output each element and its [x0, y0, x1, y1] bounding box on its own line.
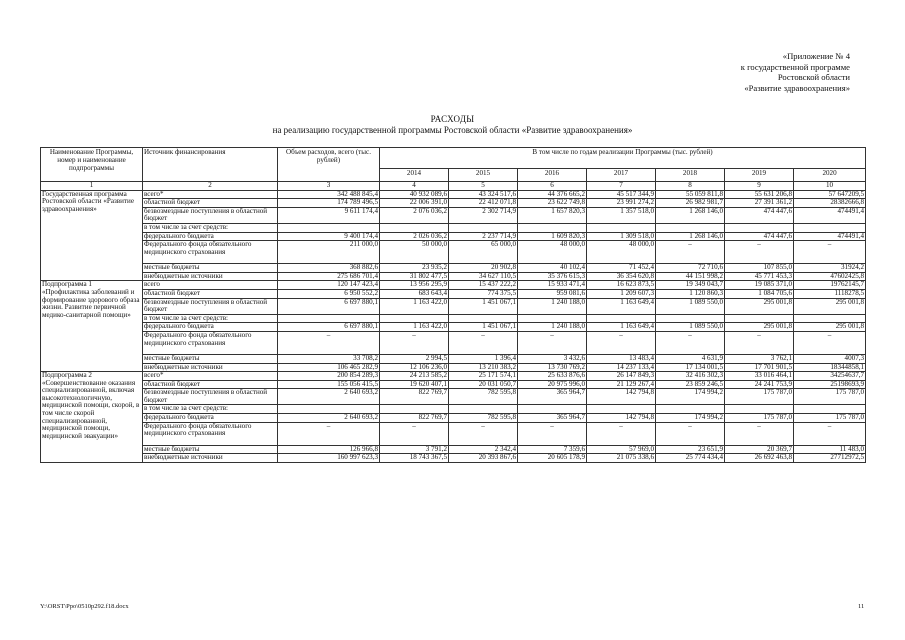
- column-number: 7: [587, 182, 656, 191]
- document-subtitle: на реализацию государственной программы Ростовской области «Развитие здравоохранения»: [272, 125, 633, 135]
- year-value-cell: 14 237 133,4: [587, 363, 656, 372]
- year-value-cell: 45 517 344,9: [587, 190, 656, 199]
- year-value-cell: 57 647209,5: [794, 190, 866, 199]
- year-value-cell: –: [794, 331, 866, 354]
- column-number: 9: [725, 182, 794, 191]
- year-value-cell: [725, 405, 794, 414]
- funding-source-cell: Федерального фонда обязательного медицинского страхования: [143, 241, 278, 264]
- year-value-cell: 4 631,9: [656, 354, 725, 363]
- year-value-cell: 1 451 067,1: [449, 323, 518, 332]
- year-value-cell: 1 451 067,1: [449, 298, 518, 314]
- funding-source-cell: Федерального фонда обязательного медицинского страхования: [143, 331, 278, 354]
- year-value-cell: 35 376 615,3: [518, 272, 587, 281]
- column-number: 10: [794, 182, 866, 191]
- year-value-cell: 13 483,4: [587, 354, 656, 363]
- table-row: [41, 331, 866, 354]
- program-name-cell: Подпрограмма 2 «Совершенствование оказания специализированной, включая высокотехнологичную, медицинской помощи, скорой, в том числе скорой специализированной, медицинской помощи, медицинской эвакуации»: [41, 372, 143, 463]
- year-value-cell: [449, 405, 518, 414]
- header-total: Объем расходов, всего (тыс. рублей): [278, 148, 380, 182]
- header-year: 2018: [656, 169, 725, 182]
- year-value-cell: [794, 314, 866, 323]
- year-value-cell: 1 309 518,0: [587, 232, 656, 241]
- funding-source-cell: местные бюджеты: [143, 354, 278, 363]
- year-value-cell: 175 787,0: [794, 414, 866, 423]
- year-value-cell: 1 396,4: [449, 354, 518, 363]
- year-value-cell: 17 701 901,5: [725, 363, 794, 372]
- year-value-cell: 26 147 849,3: [587, 372, 656, 381]
- year-value-cell: 15 437 222,2: [449, 281, 518, 290]
- document-title: РАСХОДЫ: [430, 114, 475, 124]
- funding-source-cell: в том числе за счет средств:: [143, 223, 278, 232]
- year-value-cell: 2 342,4: [449, 445, 518, 454]
- year-value-cell: 23 935,2: [380, 264, 449, 273]
- year-value-cell: 13 956 295,9: [380, 281, 449, 290]
- year-value-cell: 1 120 860,3: [656, 289, 725, 298]
- column-number: 6: [518, 182, 587, 191]
- total-value-cell: 33 708,2: [278, 354, 380, 363]
- table-row: [41, 199, 866, 208]
- funding-source-cell: Федерального фонда обязательного медицинского страхования: [143, 422, 278, 445]
- header-year: 2014: [380, 169, 449, 182]
- year-value-cell: 23 622 749,8: [518, 199, 587, 208]
- year-value-cell: –: [449, 331, 518, 354]
- year-value-cell: 4007,3: [794, 354, 866, 363]
- year-value-cell: 18 743 367,5: [380, 454, 449, 463]
- year-value-cell: [794, 223, 866, 232]
- year-value-cell: 34254637,7: [794, 372, 866, 381]
- year-value-cell: 65 000,0: [449, 241, 518, 264]
- year-value-cell: 474491,4: [794, 232, 866, 241]
- year-value-cell: 175 787,0: [725, 389, 794, 405]
- funding-source-cell: местные бюджеты: [143, 445, 278, 454]
- year-value-cell: 25198693,9: [794, 380, 866, 389]
- year-value-cell: 27 391 361,2: [725, 199, 794, 208]
- year-value-cell: –: [725, 241, 794, 264]
- year-value-cell: 774 375,5: [449, 289, 518, 298]
- table-row: [41, 264, 866, 273]
- year-value-cell: 1 163 649,4: [587, 323, 656, 332]
- header-name: Наименование Программы, номер и наименование подпрограммы: [41, 148, 143, 182]
- year-value-cell: 1 163 422,0: [380, 298, 449, 314]
- year-value-cell: –: [380, 331, 449, 354]
- funding-source-cell: местные бюджеты: [143, 264, 278, 273]
- year-value-cell: 1 609 820,3: [518, 232, 587, 241]
- year-value-cell: 107 855,0: [725, 264, 794, 273]
- year-value-cell: 20 031 050,7: [449, 380, 518, 389]
- table-row: [41, 232, 866, 241]
- year-value-cell: 25 171 574,1: [449, 372, 518, 381]
- table-row: [41, 241, 866, 264]
- year-value-cell: 25 774 434,4: [656, 454, 725, 463]
- year-value-cell: 47602425,8: [794, 272, 866, 281]
- total-value-cell: –: [278, 331, 380, 354]
- year-value-cell: 822 769,7: [380, 414, 449, 423]
- total-value-cell: 9 400 174,4: [278, 232, 380, 241]
- header-year: 2016: [518, 169, 587, 182]
- year-value-cell: 71 452,4: [587, 264, 656, 273]
- year-value-cell: –: [656, 422, 725, 445]
- year-value-cell: 55 631 206,8: [725, 190, 794, 199]
- year-value-cell: 15 933 471,4: [518, 281, 587, 290]
- table-row: [41, 281, 866, 290]
- year-value-cell: 19 085 371,0: [725, 281, 794, 290]
- table-row: [41, 289, 866, 298]
- table-row: [41, 223, 866, 232]
- table-row: [41, 422, 866, 445]
- year-value-cell: 782 595,8: [449, 389, 518, 405]
- year-value-cell: –: [587, 422, 656, 445]
- year-value-cell: 1 163 649,4: [587, 298, 656, 314]
- total-value-cell: 6 697 880,1: [278, 323, 380, 332]
- year-value-cell: –: [518, 422, 587, 445]
- year-value-cell: 23 991 274,2: [587, 199, 656, 208]
- page-number: 11: [858, 603, 865, 610]
- table-row: [41, 354, 866, 363]
- appendix-line: к государственной программе: [740, 61, 850, 72]
- year-value-cell: 31924,2: [794, 264, 866, 273]
- appendix-header: [660, 51, 850, 93]
- year-value-cell: 295 001,8: [725, 323, 794, 332]
- year-value-cell: [518, 405, 587, 414]
- year-value-cell: 365 964,7: [518, 389, 587, 405]
- year-value-cell: 1 084 705,6: [725, 289, 794, 298]
- year-value-cell: –: [794, 422, 866, 445]
- funding-source-cell: федерального бюджета: [143, 414, 278, 423]
- year-value-cell: [518, 314, 587, 323]
- year-value-cell: [587, 223, 656, 232]
- funding-source-cell: в том числе за счет средств:: [143, 314, 278, 323]
- year-value-cell: 2 302 714,9: [449, 207, 518, 223]
- year-value-cell: [794, 405, 866, 414]
- year-value-cell: 18344858,1: [794, 363, 866, 372]
- file-path: Y:\ORST\Ppo\0510p292.f18.docx: [40, 603, 129, 610]
- table-row: [41, 445, 866, 454]
- year-value-cell: 3 432,6: [518, 354, 587, 363]
- column-number: 1: [41, 182, 143, 191]
- table-row: [41, 454, 866, 463]
- year-value-cell: 142 794,8: [587, 414, 656, 423]
- year-value-cell: 959 081,6: [518, 289, 587, 298]
- total-value-cell: 2 640 693,2: [278, 414, 380, 423]
- year-value-cell: 33 016 464,1: [725, 372, 794, 381]
- funding-source-cell: в том числе за счет средств:: [143, 405, 278, 414]
- table-row: [41, 207, 866, 223]
- year-value-cell: [587, 405, 656, 414]
- appendix-line: «Развитие здравоохранения»: [744, 82, 850, 93]
- column-number: 8: [656, 182, 725, 191]
- year-value-cell: 295 001,8: [725, 298, 794, 314]
- year-value-cell: [449, 314, 518, 323]
- year-value-cell: [725, 223, 794, 232]
- year-value-cell: –: [449, 422, 518, 445]
- year-value-cell: 55 059 811,8: [656, 190, 725, 199]
- funding-source-cell: внебюджетные источники: [143, 363, 278, 372]
- year-value-cell: 295 001,8: [794, 298, 866, 314]
- year-value-cell: 20 369,7: [725, 445, 794, 454]
- year-value-cell: [587, 314, 656, 323]
- year-value-cell: 24 241 753,9: [725, 380, 794, 389]
- year-value-cell: 1 240 188,0: [518, 323, 587, 332]
- funding-source-cell: областной бюджет: [143, 289, 278, 298]
- year-value-cell: 782 595,8: [449, 414, 518, 423]
- year-value-cell: 175 787,0: [725, 414, 794, 423]
- year-value-cell: 57 969,0: [587, 445, 656, 454]
- year-value-cell: 23 651,9: [656, 445, 725, 454]
- total-value-cell: 275 686 701,4: [278, 272, 380, 281]
- year-value-cell: 3 791,2: [380, 445, 449, 454]
- total-value-cell: 211 000,0: [278, 241, 380, 264]
- year-value-cell: 17 134 001,5: [656, 363, 725, 372]
- year-value-cell: 295 001,8: [794, 323, 866, 332]
- total-value-cell: 9 611 174,4: [278, 207, 380, 223]
- year-value-cell: [656, 314, 725, 323]
- year-value-cell: 683 643,4: [380, 289, 449, 298]
- total-value-cell: 174 789 496,5: [278, 199, 380, 208]
- year-value-cell: 44 376 665,2: [518, 190, 587, 199]
- table-row: [41, 363, 866, 372]
- program-name-cell: Подпрограмма 1 «Профилактика заболеваний и формирование здорового образа жизни. Развитие первичной медико-санитарной помощи»: [41, 281, 143, 372]
- year-value-cell: [380, 223, 449, 232]
- funding-source-cell: внебюджетные источники: [143, 454, 278, 463]
- table-row: [41, 190, 866, 199]
- year-value-cell: 11 483,0: [794, 445, 866, 454]
- year-value-cell: 1 357 518,0: [587, 207, 656, 223]
- year-value-cell: 1 268 146,0: [656, 207, 725, 223]
- year-value-cell: 20 975 996,0: [518, 380, 587, 389]
- year-value-cell: [449, 223, 518, 232]
- funding-source-cell: безвозмездные поступления в областной бюджет: [143, 207, 278, 223]
- year-value-cell: –: [380, 422, 449, 445]
- total-value-cell: 200 854 289,3: [278, 372, 380, 381]
- funding-source-cell: всего*: [143, 190, 278, 199]
- expenses-table: [40, 147, 866, 463]
- year-value-cell: 365 964,7: [518, 414, 587, 423]
- total-value-cell: 2 640 693,2: [278, 389, 380, 405]
- column-number-row: [41, 182, 866, 191]
- appendix-line: «Приложение № 4: [782, 51, 850, 61]
- year-value-cell: 2 237 714,9: [449, 232, 518, 241]
- funding-source-cell: всего*: [143, 372, 278, 381]
- year-value-cell: 48 000,0: [587, 241, 656, 264]
- total-value-cell: [278, 223, 380, 232]
- total-value-cell: 155 056 415,5: [278, 380, 380, 389]
- appendix-line: Ростовской области: [777, 72, 850, 83]
- year-value-cell: 1118278,5: [794, 289, 866, 298]
- year-value-cell: 36 354 620,8: [587, 272, 656, 281]
- table-row: [41, 389, 866, 405]
- year-value-cell: –: [725, 331, 794, 354]
- table-row: [41, 323, 866, 332]
- year-value-cell: 1 089 550,0: [656, 323, 725, 332]
- year-value-cell: 26 692 463,8: [725, 454, 794, 463]
- column-number: 4: [380, 182, 449, 191]
- expenses-table-body: [41, 190, 866, 462]
- year-value-cell: 44 151 998,2: [656, 272, 725, 281]
- total-value-cell: 6 950 552,2: [278, 289, 380, 298]
- year-value-cell: –: [794, 241, 866, 264]
- year-value-cell: 26 982 981,7: [656, 199, 725, 208]
- total-value-cell: 368 882,6: [278, 264, 380, 273]
- year-value-cell: [380, 314, 449, 323]
- year-value-cell: 20 902,8: [449, 264, 518, 273]
- total-value-cell: 6 697 880,1: [278, 298, 380, 314]
- year-value-cell: [656, 405, 725, 414]
- year-value-cell: –: [587, 331, 656, 354]
- year-value-cell: 142 794,8: [587, 389, 656, 405]
- year-value-cell: 174 994,2: [656, 389, 725, 405]
- year-value-cell: 1 209 607,3: [587, 289, 656, 298]
- year-value-cell: –: [725, 422, 794, 445]
- table-row: [41, 380, 866, 389]
- total-value-cell: [278, 314, 380, 323]
- funding-source-cell: безвозмездные поступления в областной бюджет: [143, 389, 278, 405]
- year-value-cell: 21 075 338,6: [587, 454, 656, 463]
- funding-source-cell: федерального бюджета: [143, 232, 278, 241]
- year-value-cell: 2 994,5: [380, 354, 449, 363]
- funding-source-cell: областной бюджет: [143, 380, 278, 389]
- year-value-cell: 40 932 089,6: [380, 190, 449, 199]
- year-value-cell: 1 657 820,3: [518, 207, 587, 223]
- year-value-cell: 23 859 246,5: [656, 380, 725, 389]
- year-value-cell: 22 412 071,8: [449, 199, 518, 208]
- header-years-group: В том числе по годам реализации Программы (тыс. рублей): [380, 148, 866, 169]
- year-value-cell: 2 026 036,2: [380, 232, 449, 241]
- year-value-cell: 13 730 769,2: [518, 363, 587, 372]
- total-value-cell: 160 997 623,3: [278, 454, 380, 463]
- total-value-cell: 106 465 282,9: [278, 363, 380, 372]
- year-value-cell: 174 994,2: [656, 414, 725, 423]
- year-value-cell: 19762145,7: [794, 281, 866, 290]
- year-value-cell: 50 000,0: [380, 241, 449, 264]
- table-row: [41, 405, 866, 414]
- year-value-cell: 25 633 876,6: [518, 372, 587, 381]
- program-name-cell: Государственная программа Ростовской области «Развитие здравоохранения»: [41, 190, 143, 281]
- year-value-cell: 19 349 043,7: [656, 281, 725, 290]
- year-value-cell: 32 416 302,3: [656, 372, 725, 381]
- year-value-cell: 20 605 178,9: [518, 454, 587, 463]
- total-value-cell: 120 147 423,4: [278, 281, 380, 290]
- year-value-cell: 1 089 550,0: [656, 298, 725, 314]
- header-year: 2015: [449, 169, 518, 182]
- table-row: [41, 298, 866, 314]
- year-value-cell: 43 324 517,6: [449, 190, 518, 199]
- table-row: [41, 372, 866, 381]
- table-row: [41, 414, 866, 423]
- total-value-cell: [278, 405, 380, 414]
- year-value-cell: 1 240 188,0: [518, 298, 587, 314]
- year-value-cell: 474 447,6: [725, 232, 794, 241]
- year-value-cell: –: [518, 331, 587, 354]
- funding-source-cell: всего: [143, 281, 278, 290]
- year-value-cell: 27712972,5: [794, 454, 866, 463]
- header-year: 2020: [794, 169, 866, 182]
- year-value-cell: 48 000,0: [518, 241, 587, 264]
- year-value-cell: 28382666,8: [794, 199, 866, 208]
- year-value-cell: 1 163 422,0: [380, 323, 449, 332]
- year-value-cell: 20 393 867,6: [449, 454, 518, 463]
- column-number: 2: [143, 182, 278, 191]
- header-year: 2019: [725, 169, 794, 182]
- year-value-cell: 12 106 236,0: [380, 363, 449, 372]
- year-value-cell: [380, 405, 449, 414]
- year-value-cell: 13 210 383,2: [449, 363, 518, 372]
- year-value-cell: 175 787,0: [794, 389, 866, 405]
- year-value-cell: 19 620 407,1: [380, 380, 449, 389]
- total-value-cell: 126 966,8: [278, 445, 380, 454]
- total-value-cell: –: [278, 422, 380, 445]
- year-value-cell: 474 447,6: [725, 207, 794, 223]
- funding-source-cell: безвозмездные поступления в областной бюджет: [143, 298, 278, 314]
- year-value-cell: 40 102,4: [518, 264, 587, 273]
- year-value-cell: 822 769,7: [380, 389, 449, 405]
- year-value-cell: 7 359,6: [518, 445, 587, 454]
- year-value-cell: 72 710,6: [656, 264, 725, 273]
- funding-source-cell: внебюджетные источники: [143, 272, 278, 281]
- year-value-cell: 34 627 110,5: [449, 272, 518, 281]
- year-value-cell: 2 076 036,2: [380, 207, 449, 223]
- column-number: 5: [449, 182, 518, 191]
- funding-source-cell: областной бюджет: [143, 199, 278, 208]
- year-value-cell: –: [656, 241, 725, 264]
- year-value-cell: [656, 223, 725, 232]
- year-value-cell: 1 268 146,0: [656, 232, 725, 241]
- column-number: 3: [278, 182, 380, 191]
- year-value-cell: [725, 314, 794, 323]
- table-row: [41, 272, 866, 281]
- year-value-cell: 31 802 477,5: [380, 272, 449, 281]
- year-value-cell: 474491,4: [794, 207, 866, 223]
- year-value-cell: 16 623 873,5: [587, 281, 656, 290]
- year-value-cell: 24 213 585,2: [380, 372, 449, 381]
- year-value-cell: [518, 223, 587, 232]
- year-value-cell: 22 006 391,0: [380, 199, 449, 208]
- year-value-cell: 45 771 453,3: [725, 272, 794, 281]
- total-value-cell: 342 488 845,4: [278, 190, 380, 199]
- year-value-cell: –: [656, 331, 725, 354]
- year-value-cell: 3 762,1: [725, 354, 794, 363]
- table-row: [41, 314, 866, 323]
- header-year: 2017: [587, 169, 656, 182]
- year-value-cell: 21 129 267,4: [587, 380, 656, 389]
- header-source: Источник финансирования: [143, 148, 278, 182]
- funding-source-cell: федерального бюджета: [143, 323, 278, 332]
